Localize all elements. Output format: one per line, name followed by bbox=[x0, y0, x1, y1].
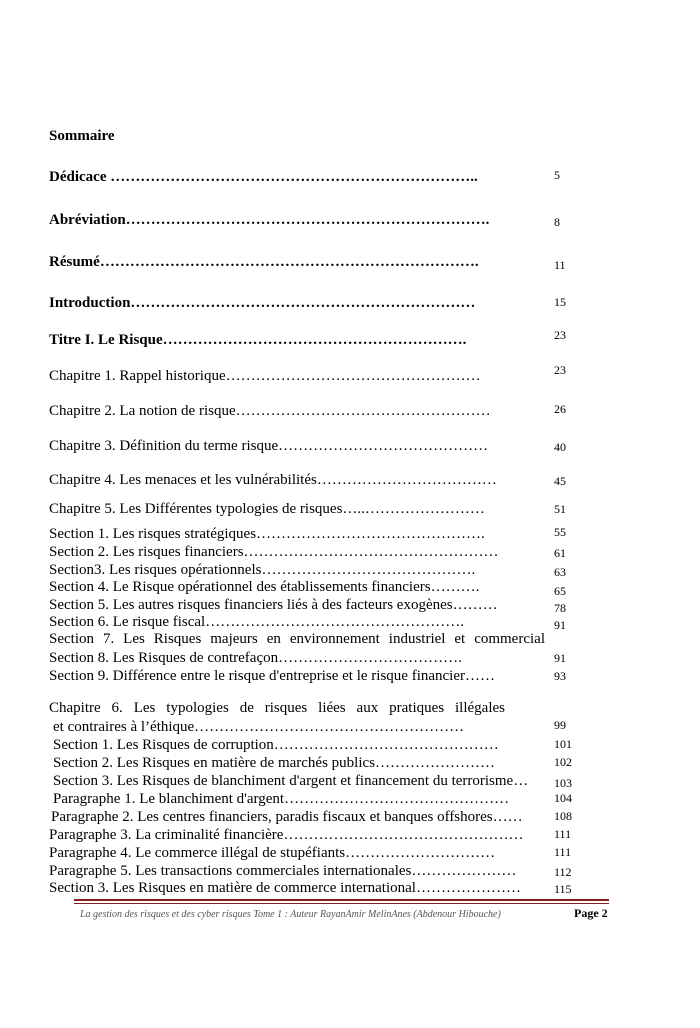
toc-page-section-8: 91 bbox=[554, 651, 566, 665]
toc-page-paragraphe-2: 108 bbox=[554, 809, 572, 823]
toc-page-chapitre-2: 26 bbox=[554, 402, 566, 416]
toc-entry-paragraphe-4: Paragraphe 4. Le commerce illégal de stupéfiants………………………… bbox=[49, 845, 496, 861]
toc-page-paragraphe-4: 111 bbox=[554, 845, 572, 859]
toc-page-paragraphe-3: 111 bbox=[554, 827, 572, 841]
toc-entry-abreviation: Abréviation………………………………………………………………. bbox=[49, 212, 490, 228]
toc-page-dedicace: 5 bbox=[554, 168, 560, 182]
toc-entry-commerce-international: Section 3. Les Risques en matière de commerce international………………… bbox=[49, 880, 521, 896]
toc-entry-section-7: Section 7. Les Risques majeurs en environnement industriel et commercial bbox=[49, 631, 545, 647]
toc-page-section-9: 93 bbox=[554, 669, 566, 683]
toc-page-chapitre-1: 23 bbox=[554, 363, 566, 377]
toc-entry-chapitre-2: Chapitre 2. La notion de risque…………………………………………… bbox=[49, 403, 491, 419]
toc-entry-section-8: Section 8. Les Risques de contrefaçon………………………………. bbox=[49, 650, 462, 666]
toc-entry-chapitre-6-cont: et contraires à l’éthique……………………………………………… bbox=[53, 719, 465, 735]
toc-entry-chapitre-6: Chapitre 6. Les typologies de risques liées aux pratiques illégales bbox=[49, 700, 505, 716]
toc-entry-ch6-section-3: Section 3. Les Risques de blanchiment d'argent et financement du terrorisme… bbox=[53, 773, 529, 789]
toc-page-section-3: 63 bbox=[554, 565, 566, 579]
footer-page-number: Page 2 bbox=[574, 906, 608, 920]
toc-entry-chapitre-5: Chapitre 5. Les Différentes typologies de risques…..…………………… bbox=[49, 501, 485, 517]
toc-page-section-1: 55 bbox=[554, 525, 566, 539]
toc-page-section-5: 78 bbox=[554, 601, 566, 615]
toc-entry-paragraphe-1: Paragraphe 1. Le blanchiment d'argent……………………………………… bbox=[53, 791, 510, 807]
toc-entry-chapitre-4: Chapitre 4. Les menaces et les vulnérabilités……………………………… bbox=[49, 472, 497, 488]
toc-entry-section-6: Section 6. Le risque fiscal……………………………………………. bbox=[49, 614, 464, 630]
toc-page-paragraphe-5: 112 bbox=[554, 865, 572, 879]
toc-entry-paragraphe-3: Paragraphe 3. La criminalité financière………………………………………… bbox=[49, 827, 524, 843]
toc-entry-chapitre-3: Chapitre 3. Définition du terme risque…………………………………… bbox=[49, 438, 489, 454]
toc-page-chapitre-6: 99 bbox=[554, 718, 566, 732]
toc-page-ch6-section-1: 101 bbox=[554, 737, 572, 751]
toc-entry-section-2: Section 2. Les risques financiers…………………………………………… bbox=[49, 544, 499, 560]
toc-page-section-6: 91 bbox=[554, 618, 566, 632]
footer-text: La gestion des risques et des cyber risques Tome 1 : Auteur RayanAmir MelinAnes (Abdenour Hibouche) bbox=[80, 909, 501, 920]
toc-page-ch6-section-2: 102 bbox=[554, 755, 572, 769]
toc-entry-chapitre-1: Chapitre 1. Rappel historique…………………………………………… bbox=[49, 368, 481, 384]
toc-entry-introduction: Introduction…………………………………………………………… bbox=[49, 295, 476, 311]
toc-page-chapitre-3: 40 bbox=[554, 440, 566, 454]
toc-entry-section-3: Section3. Les risques opérationnels……………………………………. bbox=[49, 562, 476, 578]
toc-page-resume: 11 bbox=[554, 258, 566, 272]
toc-page-chapitre-5: 51 bbox=[554, 502, 566, 516]
footer-rule-thin bbox=[74, 903, 609, 904]
footer-rule bbox=[74, 899, 609, 901]
toc-entry-paragraphe-5: Paragraphe 5. Les transactions commerciales internationales………………… bbox=[49, 863, 517, 879]
toc-page-paragraphe-1: 104 bbox=[554, 791, 572, 805]
toc-entry-section-1: Section 1. Les risques stratégiques………………………………………. bbox=[49, 526, 485, 542]
toc-entry-section-4: Section 4. Le Risque opérationnel des établissements financiers………. bbox=[49, 579, 480, 595]
toc-page-titre-1: 23 bbox=[554, 328, 566, 342]
toc-entry-section-9: Section 9. Différence entre le risque d'entreprise et le risque financier…… bbox=[49, 668, 495, 684]
toc-page-section-2: 61 bbox=[554, 546, 566, 560]
toc-entry-ch6-section-1: Section 1. Les Risques de corruption……………………………………… bbox=[53, 737, 499, 753]
toc-entry-dedicace: Dédicace ……………………………………………………………….. bbox=[49, 169, 478, 185]
toc-page-ch6-section-3: 103 bbox=[554, 776, 572, 790]
toc-page-chapitre-4: 45 bbox=[554, 474, 566, 488]
toc-page-introduction: 15 bbox=[554, 295, 566, 309]
toc-page-abreviation: 8 bbox=[554, 215, 560, 229]
toc-entry-ch6-section-2: Section 2. Les Risques en matière de marchés publics…………………… bbox=[53, 755, 495, 771]
toc-page-commerce-international: 115 bbox=[554, 882, 572, 896]
toc-page-section-4: 65 bbox=[554, 584, 566, 598]
page-title: Sommaire bbox=[49, 128, 115, 144]
toc-entry-titre-1: Titre I. Le Risque……………………………………………………. bbox=[49, 332, 467, 348]
toc-entry-resume: Résumé…………………………………………………………………. bbox=[49, 254, 479, 270]
toc-entry-section-5: Section 5. Les autres risques financiers liés à des facteurs exogènes……… bbox=[49, 597, 498, 613]
toc-entry-paragraphe-2: Paragraphe 2. Les centres financiers, paradis fiscaux et banques offshores…… bbox=[51, 809, 523, 825]
